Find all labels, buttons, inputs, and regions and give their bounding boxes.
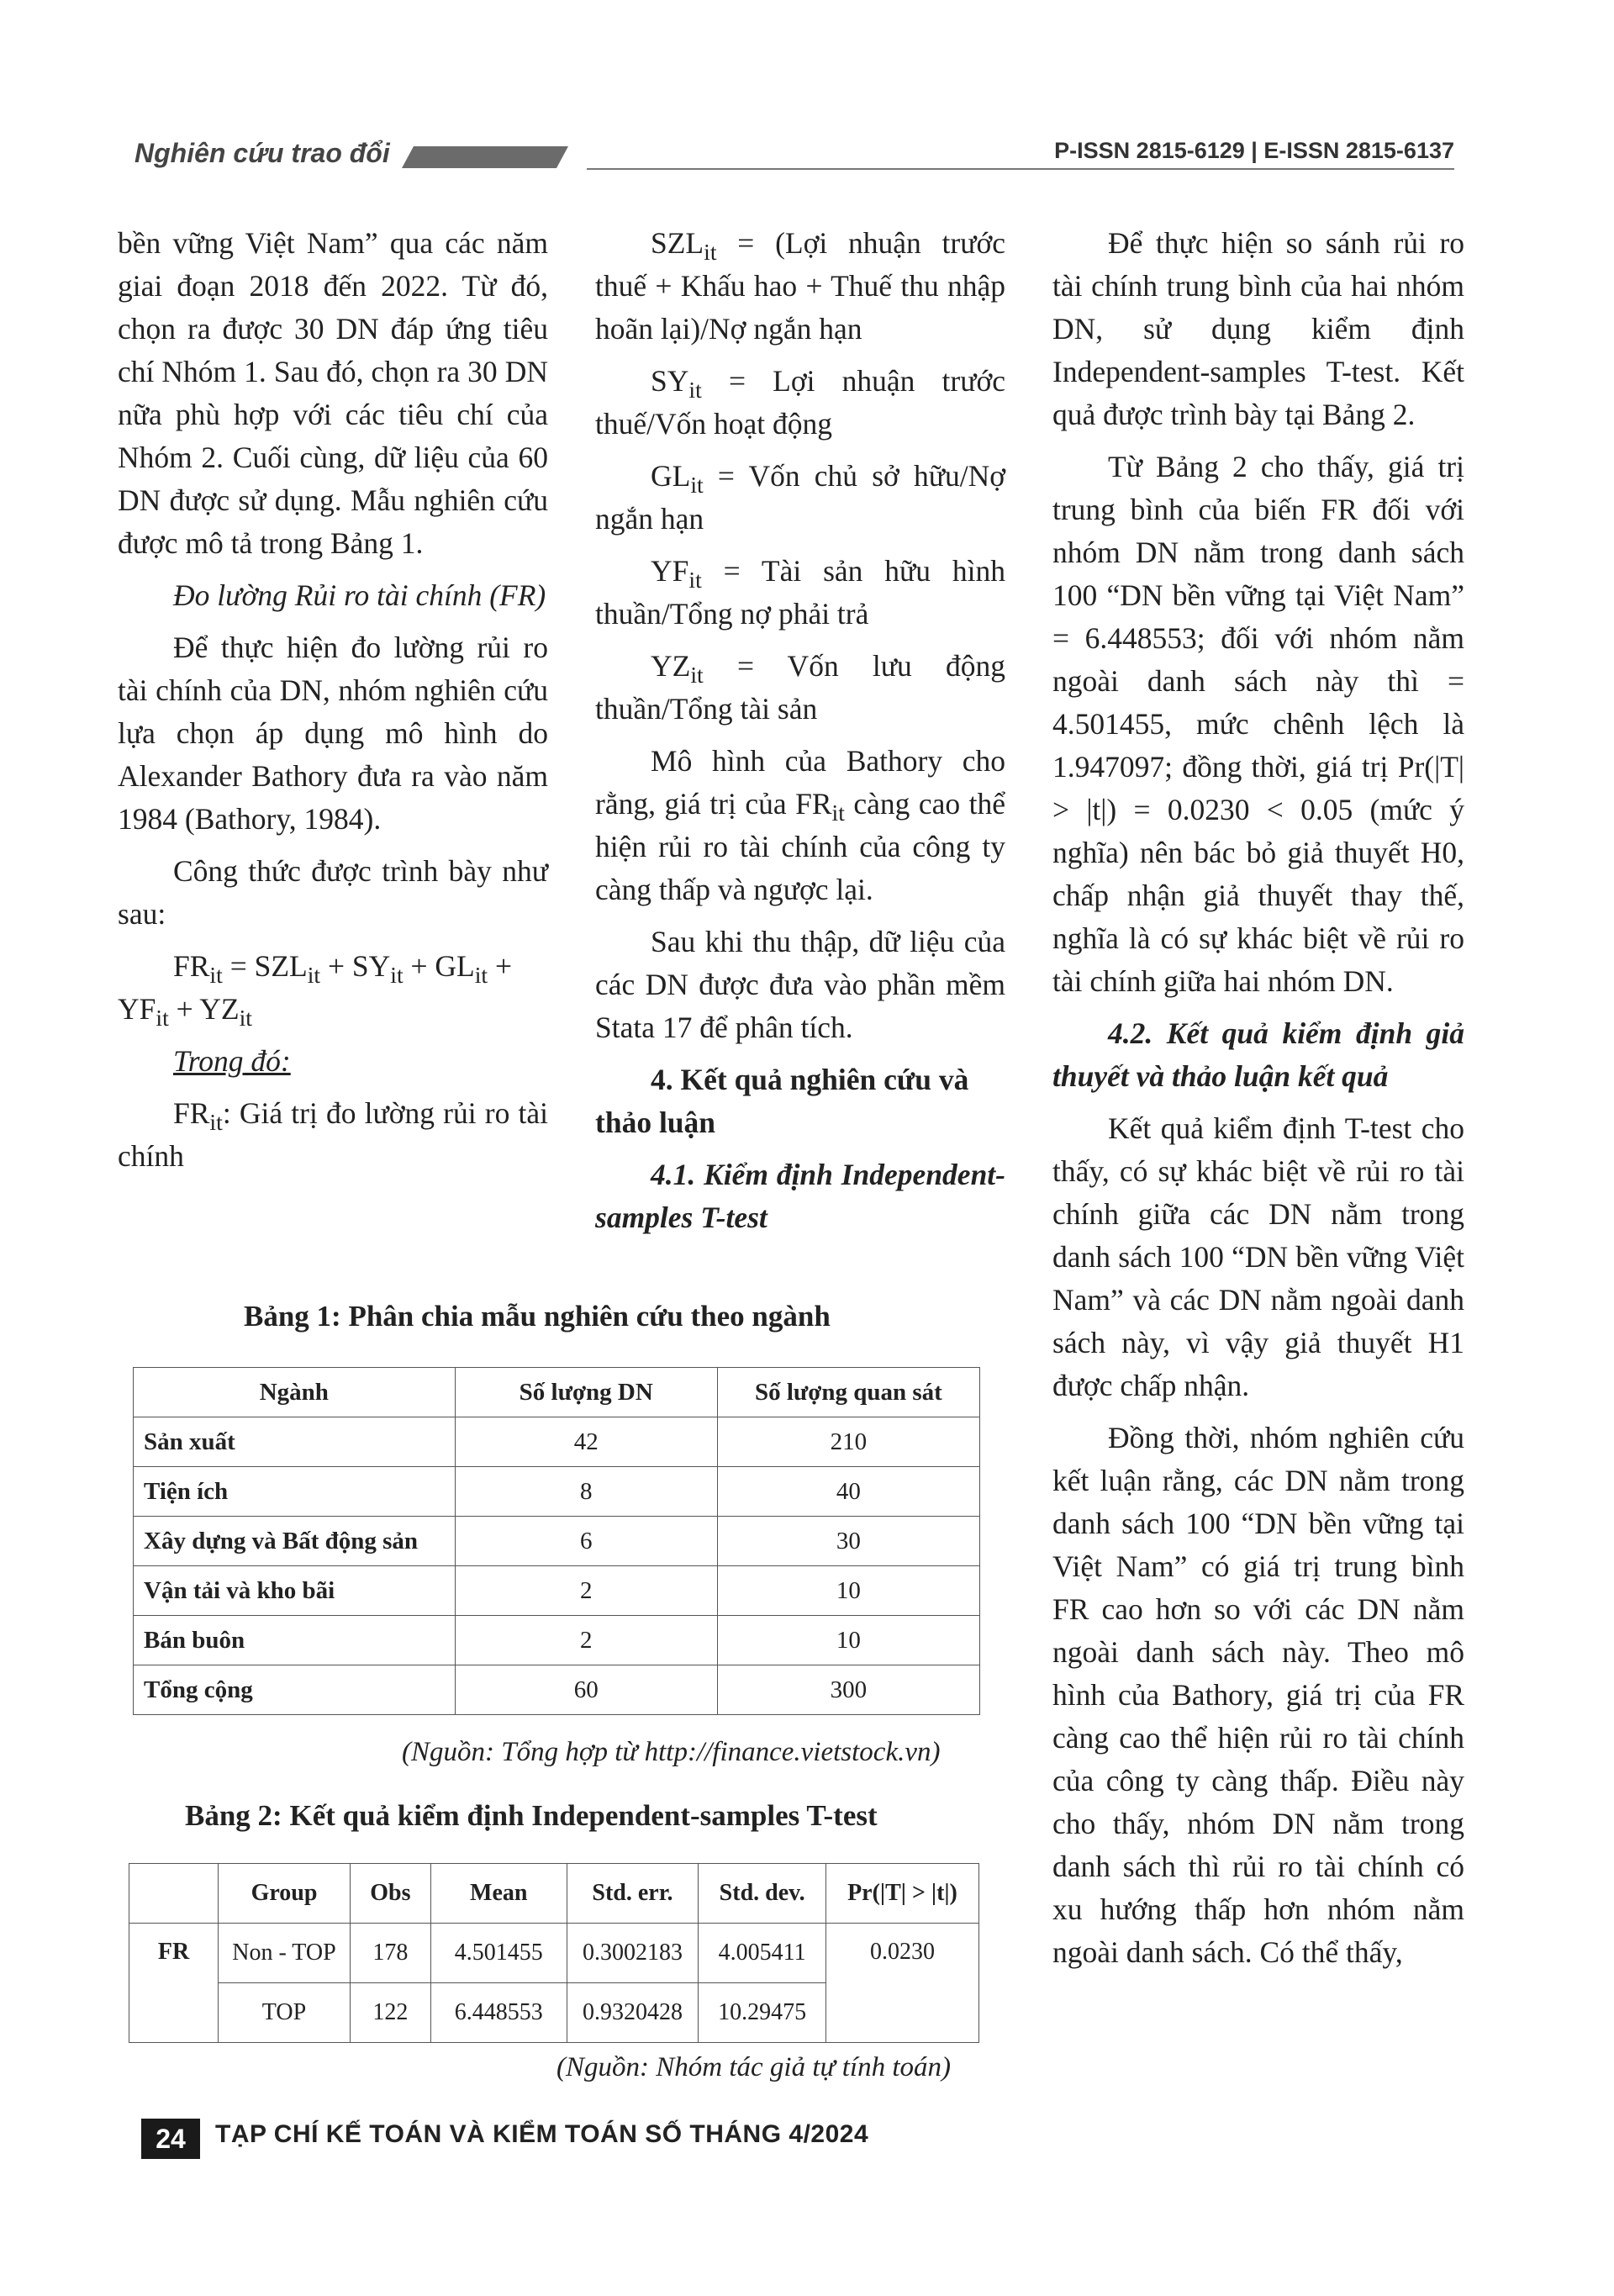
table-cell: 2 — [455, 1616, 717, 1665]
table-cell: Tiện ích — [134, 1467, 456, 1517]
definition-fr: $FR_{it}$: Giá trị đo lường rủi ro tài chính — [118, 1096, 548, 1173]
table-header-cell: Group — [219, 1864, 351, 1924]
table-cell: 42 — [455, 1417, 717, 1467]
table-header-cell — [129, 1864, 219, 1924]
table-cell: 4.005411 — [699, 1924, 826, 1983]
subheading-fr: Đo lường Rủi ro tài chính (FR) — [173, 578, 546, 612]
column-2 — [595, 222, 1005, 1248]
table-cell: 122 — [350, 1983, 430, 2043]
paragraph: Kết quả kiểm định T-test cho thấy, có sự khác biệt về rủi ro tài chính giữa các DN nằm trong danh sách 100 “DN bền vững Việt Nam” và các DN nằm ngoài danh sách này, vì vậy giả thuyết H1 được chấp nhận. — [1052, 1111, 1464, 1402]
table-1-source: (Nguồn: Tổng hợp từ http://finance.vietstock.vn) — [402, 1737, 941, 1767]
paragraph: Sau khi thu thập, dữ liệu của các DN được đưa vào phần mềm Stata 17 để phân tích. — [595, 925, 1005, 1044]
table-row — [134, 1616, 980, 1665]
table-cell: 30 — [717, 1517, 979, 1566]
table-cell: 60 — [455, 1665, 717, 1715]
table-2-caption: Bảng 2: Kết quả kiểm định Independent-samples T-test — [185, 1799, 878, 1832]
table-cell: Sản xuất — [134, 1417, 456, 1467]
table-header-cell: Obs — [350, 1864, 430, 1924]
table-cell: 0.9320428 — [567, 1983, 699, 2043]
paragraph: Công thức được trình bày như sau: — [118, 854, 548, 931]
paragraph: Từ Bảng 2 cho thấy, giá trị trung bình của biến FR đối với nhóm DN nằm trong danh sách 100 “DN bền vững tại Việt Nam” = 6.448553; đối với nhóm nằm ngoài danh sách này thì = 4.501455, mức chênh lệch là 1.947097; đồng thời, giá trị Pr(|T| > |t|) = 0.0230 < 0.05 (mức ý nghĩa) nên bác bỏ giả thuyết H0, chấp nhận giả thuyết thay thế, nghĩa là có sự khác biệt về rủi ro tài chính giữa hai nhóm DN. — [1052, 450, 1464, 998]
paragraph: Để thực hiện đo lường rủi ro tài chính của DN, nhóm nghiên cứu lựa chọn áp dụng mô hình do Alexander Bathory đưa ra vào năm 1984 (Bathory, 1984). — [118, 631, 548, 836]
table-header-cell: Số lượng quan sát — [717, 1368, 979, 1417]
header-rule — [587, 168, 1454, 170]
table-1 — [133, 1367, 980, 1715]
table-cell: 8 — [455, 1467, 717, 1517]
table-cell: 2 — [455, 1566, 717, 1616]
column-1 — [118, 222, 548, 1187]
table-row — [134, 1467, 980, 1517]
page-number: 24 — [141, 2119, 200, 2159]
table-cell: 6 — [455, 1517, 717, 1566]
table-header-row — [129, 1864, 979, 1924]
definition-yf: $YF_{it}$ = Tài sản hữu hình thuần/Tổng nợ phải trả — [595, 554, 1005, 631]
definition-yz: $YZ_{it}$ = Vốn lưu động thuần/Tổng tài sản — [595, 649, 1005, 726]
table-row — [134, 1417, 980, 1467]
table-cell: 300 — [717, 1665, 979, 1715]
table-1-caption: Bảng 1: Phân chia mẫu nghiên cứu theo ngành — [244, 1300, 831, 1333]
table-cell: Non - TOP — [219, 1924, 351, 1983]
table-cell: 10.29475 — [699, 1983, 826, 2043]
table-header-cell: Pr(|T| > |t|) — [825, 1864, 978, 1924]
table-cell: TOP — [219, 1983, 351, 2043]
table-cell: Tổng cộng — [134, 1665, 456, 1715]
definition-sy: $SY_{it}$ = Lợi nhuận trước thuế/Vốn hoạt động — [595, 364, 1005, 441]
journal-title: TẠP CHÍ KẾ TOÁN VÀ KIỂM TOÁN SỐ THÁNG 4/2024 — [215, 2120, 869, 2148]
section-heading-4-2: 4.2. Kết quả kiểm định giả thuyết và thảo luận kết quả — [1052, 1016, 1464, 1093]
table-cell: Xây dựng và Bất động sản — [134, 1517, 456, 1566]
formula: $FR_{it} = SZL_{it} + SY_{it} + GL_{it} + YF_{it} + YZ_{it}$ — [118, 949, 513, 1031]
table-cell-pvalue: 0.0230 — [825, 1924, 978, 2043]
table-row — [129, 1924, 979, 1983]
paragraph: Đồng thời, nhóm nghiên cứu kết luận rằng, các DN nằm trong danh sách 100 “DN bền vững tại Việt Nam” có giá trị trung bình FR cao hơn so với các DN nằm ngoài danh sách này. Theo mô hình của Bathory, giá trị của FR càng cao thể hiện rủi ro tài chính của công ty càng thấp. Điều này cho thấy, nhóm DN nằm trong danh sách thì rủi ro tài chính có xu hướng thấp hơn nhóm nằm ngoài danh sách. Có thể thấy, — [1052, 1421, 1464, 1969]
paragraph: bền vững Việt Nam” qua các năm giai đoạn 2018 đến 2022. Từ đó, chọn ra được 30 DN đáp ứng tiêu chí Nhóm 1. Sau đó, chọn ra 30 DN nữa phù hợp với các tiêu chí của Nhóm 2. Cuối cùng, dữ liệu của 60 DN được sử dụng. Mẫu nghiên cứu được mô tả trong Bảng 1. — [118, 226, 548, 560]
section-heading-4: 4. Kết quả nghiên cứu và thảo luận — [595, 1063, 969, 1139]
table-header-cell: Số lượng DN — [455, 1368, 717, 1417]
paragraph: Mô hình của Bathory cho rằng, giá trị của $FR_{it}$ càng cao thể hiện rủi ro tài chính của công ty càng thấp và ngược lại. — [595, 744, 1005, 906]
section-heading-4-1: 4.1. Kiểm định Independent-samples T-test — [595, 1158, 1005, 1234]
paragraph: Để thực hiện so sánh rủi ro tài chính trung bình của hai nhóm DN, sử dụng kiểm định Independent-samples T-test. Kết quả được trình bày tại Bảng 2. — [1052, 226, 1464, 431]
table-2-source: (Nguồn: Nhóm tác giả tự tính toán) — [556, 2052, 951, 2082]
table-header-cell: Std. err. — [567, 1864, 699, 1924]
column-3 — [1052, 222, 1464, 1983]
table-cell-variable: FR — [129, 1924, 219, 2043]
where-label: Trong đó: — [173, 1044, 291, 1078]
table-row — [134, 1517, 980, 1566]
table-header-cell: Std. dev. — [699, 1864, 826, 1924]
table-cell: 4.501455 — [430, 1924, 567, 1983]
table-cell: 178 — [350, 1924, 430, 1983]
table-cell: 0.3002183 — [567, 1924, 699, 1983]
table-cell: 40 — [717, 1467, 979, 1517]
table-row — [134, 1566, 980, 1616]
table-header-cell: Mean — [430, 1864, 567, 1924]
table-cell: 10 — [717, 1616, 979, 1665]
section-title: Nghiên cứu trao đổi — [134, 138, 390, 168]
header-decor-bar — [402, 146, 568, 168]
issn-label: P-ISSN 2815-6129 | E-ISSN 2815-6137 — [1054, 138, 1454, 163]
table-header-row — [134, 1368, 980, 1417]
table-cell: 210 — [717, 1417, 979, 1467]
table-cell: Bán buôn — [134, 1616, 456, 1665]
definition-szl: $SZL_{it}$ = (Lợi nhuận trước thuế + Khấu hao + Thuế thu nhập hoãn lại)/Nợ ngắn hạn — [595, 226, 1005, 346]
table-2 — [129, 1863, 979, 2043]
table-row — [134, 1665, 980, 1715]
table-cell: 6.448553 — [430, 1983, 567, 2043]
table-header-cell: Ngành — [134, 1368, 456, 1417]
table-cell: 10 — [717, 1566, 979, 1616]
definition-gl: $GL_{it}$ = Vốn chủ sở hữu/Nợ ngắn hạn — [595, 459, 1005, 536]
table-cell: Vận tải và kho bãi — [134, 1566, 456, 1616]
